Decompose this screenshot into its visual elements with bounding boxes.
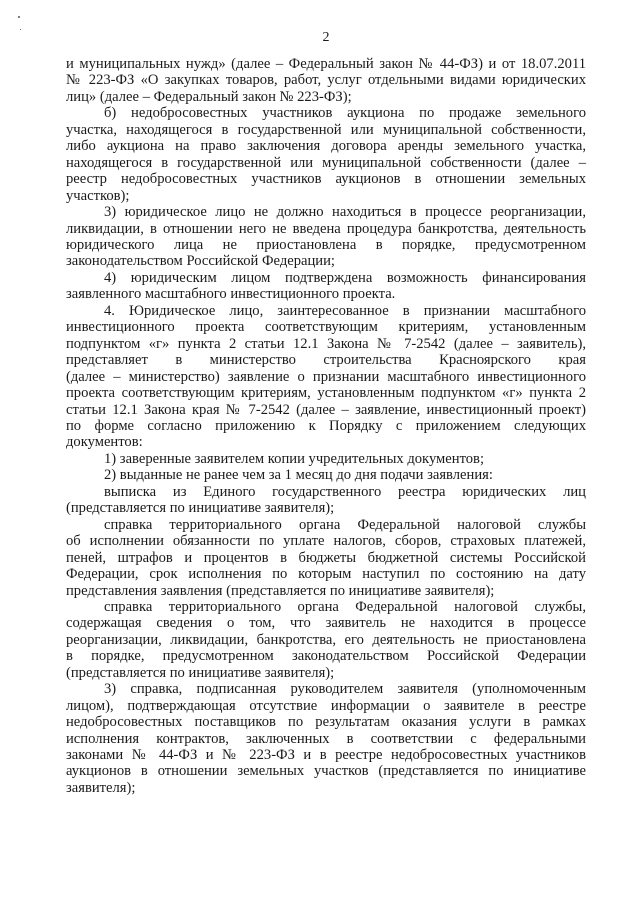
- text-line: лиц» (далее – Федеральный закон № 223-ФЗ);: [66, 88, 352, 105]
- text-line: 3) юридическое лицо не должно находиться в процессе реорганизации,: [104, 204, 586, 221]
- text-line: № 223-ФЗ «О закупках товаров, работ, услуг отдельными видами юридических: [66, 72, 586, 89]
- text-line: и муниципальных нужд» (далее – Федеральный закон № 44-ФЗ) и от 18.07.2011: [66, 56, 586, 72]
- text-line: законами № 44-ФЗ и № 223-ФЗ и в реестре недобросовестных участников: [66, 747, 586, 764]
- text-line: статьи 12.1 Закона края № 7-2542 (далее – заявление, инвестиционный проект): [66, 401, 586, 418]
- text-line: (далее – министерство) заявление о признании масштабного инвестиционного: [66, 368, 586, 385]
- text-line: юридического лица не приостановлена в порядке, предусмотренном: [66, 236, 586, 253]
- text-line: б) недобросовестных участников аукциона по продаже земельного: [104, 105, 586, 122]
- text-line: документов:: [66, 434, 143, 451]
- text-line: подпунктом «г» пункта 2 статьи 12.1 Закона № 7-2542 (далее – заявитель),: [66, 335, 586, 352]
- text-line: ликвидации, в отношении него не введена процедура банкротства, деятельность: [66, 220, 586, 237]
- text-line: заявителя);: [66, 779, 136, 796]
- text-line: 3) справка, подписанная руководителем заявителя (уполномоченным: [104, 681, 586, 698]
- text-line: реестр недобросовестных участников аукционов в отношении земельных: [66, 171, 586, 188]
- text-line: представления заявления (представляется по инициативе заявителя);: [66, 582, 495, 599]
- page-number: 2: [322, 30, 330, 45]
- document-body: [66, 56, 586, 796]
- text-line: пеней, штрафов и процентов в бюджеты бюджетной системы Российской: [66, 549, 586, 566]
- text-line: 4) юридическим лицом подтверждена возможность финансирования: [104, 269, 586, 286]
- scan-speck: [18, 16, 20, 18]
- text-line: представляет в министерство строительства Красноярского края: [66, 352, 586, 369]
- text-line: справка территориального органа Федеральной налоговой службы: [104, 516, 586, 533]
- text-line: (представляется по инициативе заявителя);: [66, 664, 335, 681]
- text-line: либо аукциона на право заключения договора аренды земельного участка,: [66, 138, 586, 155]
- text-line: законодательством Российской Федерации;: [66, 253, 335, 270]
- text-line: инвестиционного проекта соответствующим критериям, установленным: [66, 319, 586, 336]
- text-line: об исполнении обязанности по уплате налогов, сборов, страховых платежей,: [66, 533, 586, 550]
- text-line: участков);: [66, 187, 130, 204]
- text-line: лицом), подтверждающая отсутствие информации о заявителе в реестре: [66, 697, 586, 714]
- text-line: содержащая сведения о том, что заявитель не находится в процессе: [66, 615, 586, 632]
- text-line: в порядке, предусмотренном законодательством Российской Федерации: [66, 648, 586, 665]
- text-line: 4. Юридическое лицо, заинтересованное в признании масштабного: [104, 302, 586, 319]
- text-line: Федерации, срок исполнения по которым наступил по состоянию на дату: [66, 566, 586, 583]
- text-line: аукционов в отношении земельных участков (представляется по инициативе: [66, 763, 586, 780]
- text-line: реорганизации, ликвидации, банкротства, его деятельность не приостановлена: [66, 631, 586, 648]
- text-line: находящегося в государственной или муниципальной собственности (далее –: [66, 154, 586, 171]
- text-line: справка территориального органа Федеральной налоговой службы,: [104, 598, 586, 615]
- text-line: участка, находящегося в государственной или муниципальной собственности,: [66, 121, 586, 138]
- text-line: по форме согласно приложению к Порядку с приложением следующих: [66, 417, 586, 434]
- text-line: проекта соответствующим критериям, установленным подпунктом «г» пункта 2: [66, 385, 586, 402]
- text-line: 1) заверенные заявителем копии учредительных документов;: [104, 450, 484, 467]
- text-line: недобросовестных поставщиков по результатам оказания услуги в рамках: [66, 714, 586, 731]
- text-line: выписка из Единого государственного реестра юридических лиц: [104, 483, 586, 500]
- text-line: 2) выданные не ранее чем за 1 месяц до дня подачи заявления:: [104, 467, 493, 484]
- text-line: (представляется по инициативе заявителя);: [66, 500, 335, 517]
- text-line: заявленного масштабного инвестиционного проекта.: [66, 286, 396, 303]
- text-line: исполнения контрактов, заключенных в соответствии с федеральными: [66, 730, 586, 747]
